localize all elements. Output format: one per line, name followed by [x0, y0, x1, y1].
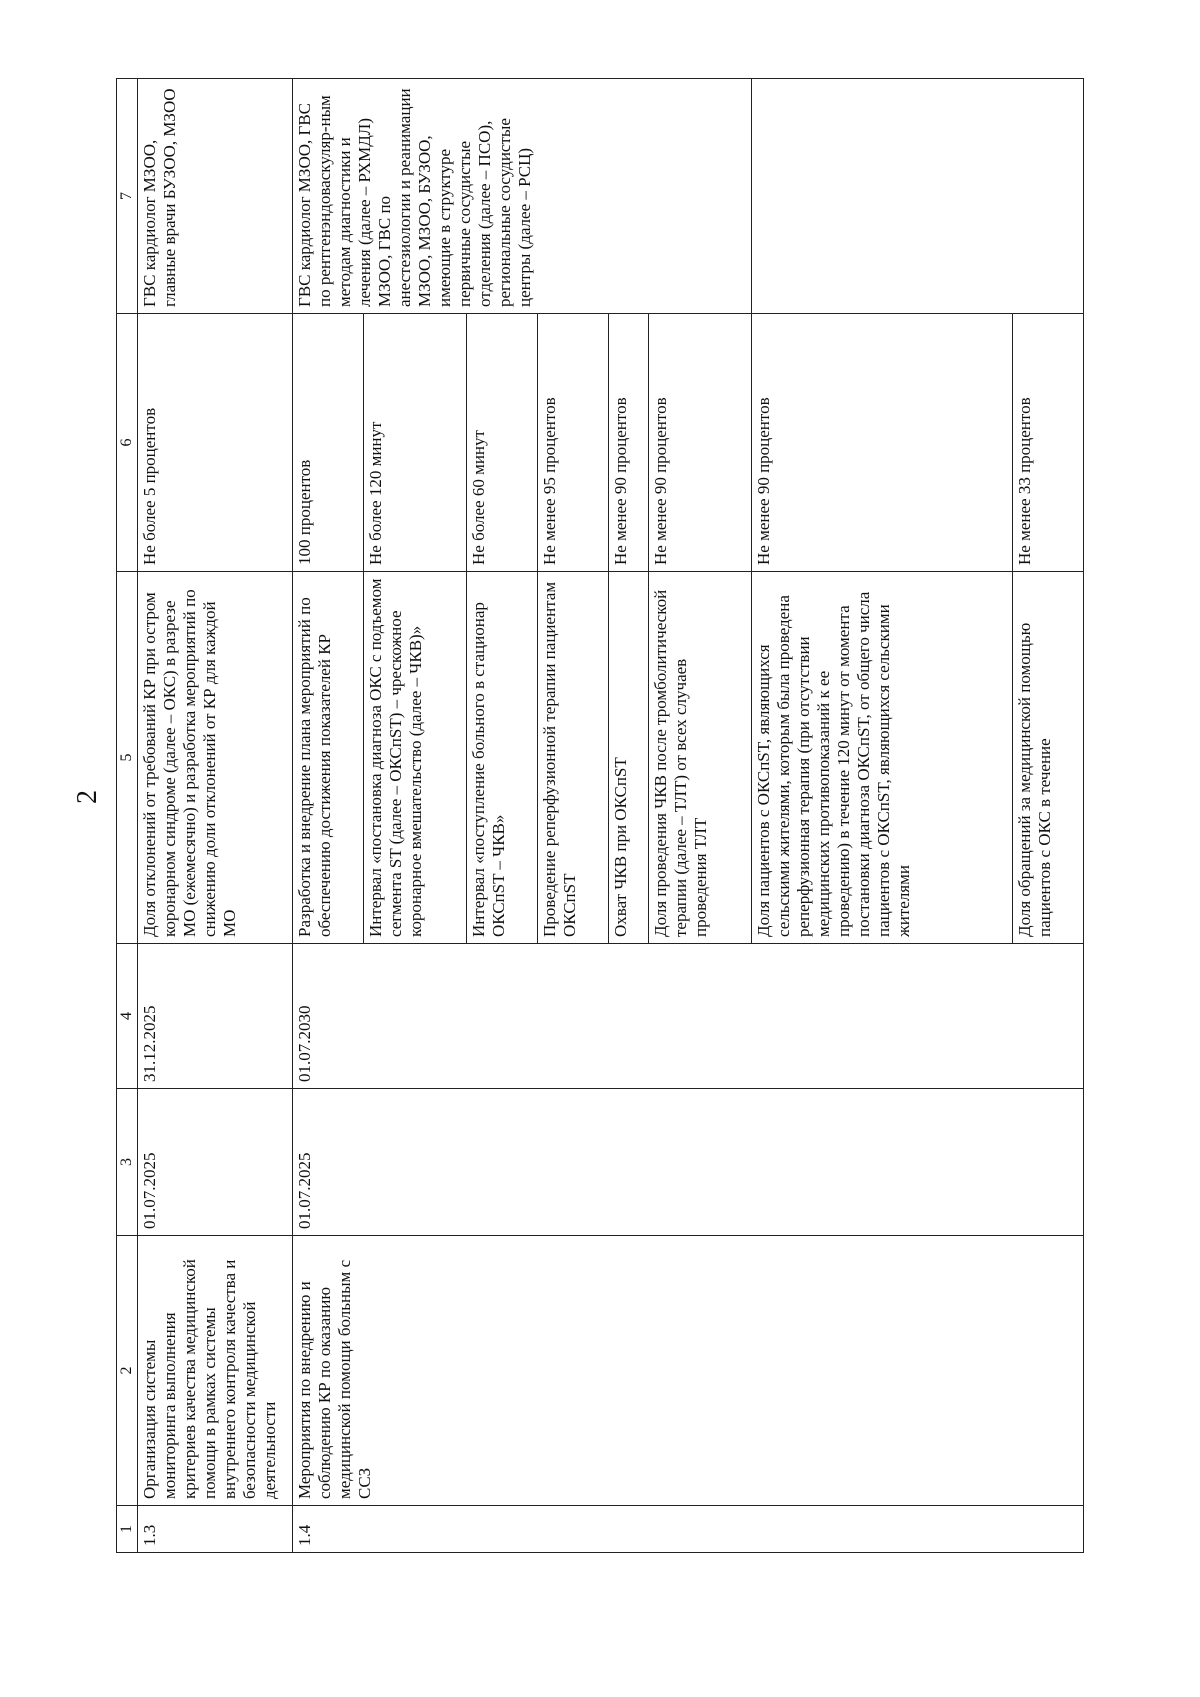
row-number: 1.4: [293, 1506, 1084, 1553]
indicator-cell: Доля проведения ЧКВ после тромболитической терапии (далее – ТЛТ) от всех случаев проведения ТЛТ: [648, 572, 751, 944]
responsible-cell-empty: [751, 79, 1083, 314]
col-header-7: 7: [117, 79, 138, 314]
value-cell: Не более 5 процентов: [138, 314, 293, 572]
activity-cell: Организация системы мониторинга выполнения критериев качества медицинской помощи в рамках системы внутреннего контроля качества и безопасности медицинской деятельности: [138, 1236, 293, 1506]
col-header-5: 5: [117, 572, 138, 944]
indicator-cell: Разработка и внедрение плана мероприятий по обеспечению достижения показателей КР: [293, 572, 364, 944]
col-header-1: 1: [117, 1506, 138, 1553]
col-header-3: 3: [117, 1089, 138, 1236]
start-date-cell: 01.07.2025: [138, 1089, 293, 1236]
plan-table: [116, 78, 1084, 1553]
end-date-cell: 31.12.2025: [138, 944, 293, 1089]
value-cell: Не менее 90 процентов: [648, 314, 751, 572]
col-header-6: 6: [117, 314, 138, 572]
end-date-cell: 01.07.2030: [293, 944, 1084, 1089]
value-cell: Не менее 33 процентов: [1012, 314, 1083, 572]
value-cell: Не менее 90 процентов: [609, 314, 649, 572]
col-header-2: 2: [117, 1236, 138, 1506]
indicator-cell: Доля обращений за медицинской помощью пациентов с ОКС в течение: [1012, 572, 1083, 944]
activity-cell: Мероприятия по внедрению и соблюдению КР по оказанию медицинской помощи больным с ССЗ: [293, 1236, 1084, 1506]
row-number: 1.3: [138, 1506, 293, 1553]
table-row: [293, 79, 364, 1553]
value-cell: 100 процентов: [293, 314, 364, 572]
header-row: [117, 79, 138, 1553]
value-cell: Не более 120 минут: [364, 314, 467, 572]
value-cell: Не менее 95 процентов: [538, 314, 609, 572]
col-header-4: 4: [117, 944, 138, 1089]
indicator-cell: Интервал «поступление больного в стационар ОКСпST – ЧКВ»: [467, 572, 538, 944]
value-cell: Не менее 90 процентов: [751, 314, 1012, 572]
indicator-cell: Интервал «постановка диагноза ОКС с подъемом сегмента ST (далее – ОКСпST) – чрескожное коронарное вмешательство (далее – ЧКВ)»: [364, 572, 467, 944]
indicator-cell: Доля отклонений от требований КР при остром коронарном синдроме (далее – ОКС) в разрезе МО (ежемесячно) и разработка мероприятий по снижению доли отклонений от КР для каждой МО: [138, 572, 293, 944]
start-date-cell: 01.07.2025: [293, 1089, 1084, 1236]
indicator-cell: Проведение реперфузионной терапии пациентам ОКСпST: [538, 572, 609, 944]
responsible-cell: ГВС кардиолог МЗОО, ГВС по рентгенэндоваскуляр-ным методам диагностики и лечения (далее – РХМДЛ) МЗОО, ГВС по анестезиологии и реанимации МЗОО, МЗОО, БУЗОО, имеющие в структуре первичные сосудистые отделения (далее – ПСО), региональные сосудистые центры (далее – РСЦ): [293, 79, 752, 314]
indicator-cell: Доля пациентов с ОКСпST, являющихся сельскими жителями, которым была проведена реперфузионная терапия (при отсутствии медицинских противопоказаний к ее проведению) в течение 120 минут от момента постановки диагноза ОКСпST, от общего числа пациентов с ОКСпST, являющихся сельскими жителями: [751, 572, 1012, 944]
table-row: [138, 79, 293, 1553]
value-cell: Не более 60 минут: [467, 314, 538, 572]
indicator-cell: Охват ЧКВ при ОКСпST: [609, 572, 649, 944]
page-number: 2: [72, 790, 103, 804]
rotated-table-container: [116, 79, 1084, 1553]
responsible-cell: ГВС кардиолог МЗОО, главные врачи БУЗОО, МЗОО: [138, 79, 293, 314]
